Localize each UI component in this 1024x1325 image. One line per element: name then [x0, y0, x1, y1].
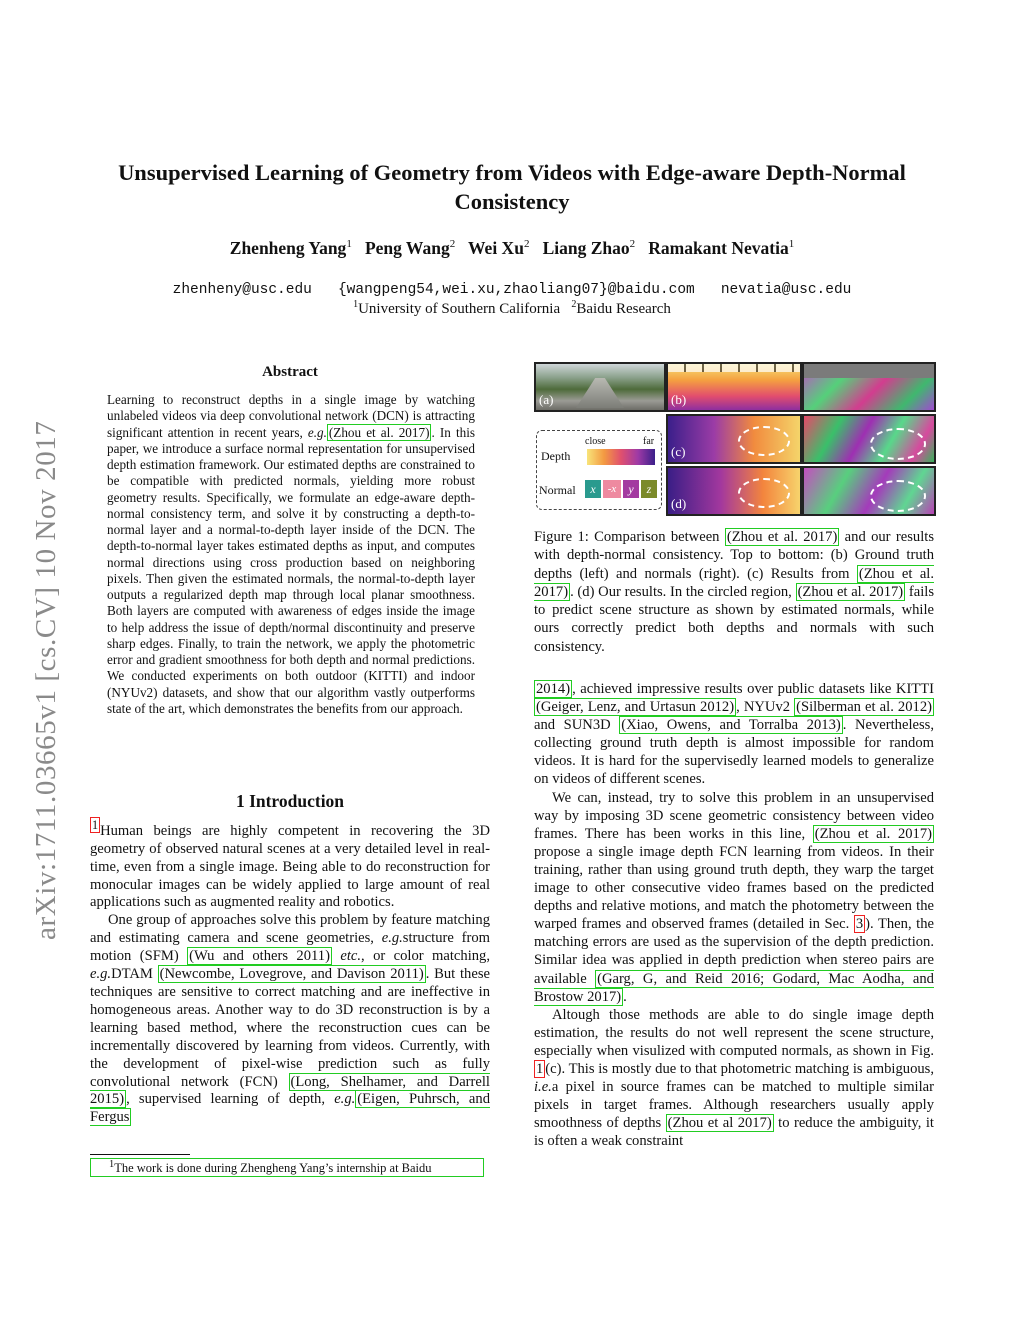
citation-link[interactable]: 2014) — [536, 681, 571, 697]
arxiv-identifier: arXiv:1711.03665v1 [cs.CV] 10 Nov 2017 — [30, 420, 62, 940]
sparse-top-band — [668, 364, 800, 372]
footnote-link[interactable]: 1 — [92, 818, 99, 832]
ie-text: i.e. — [534, 1079, 552, 1096]
paragraph — [534, 680, 934, 789]
abstract-eg: e.g. — [307, 424, 327, 440]
citation-link[interactable]: (Zhou et al. 2017) — [726, 529, 838, 545]
paragraph-text: . — [623, 988, 627, 1005]
baseline-normal-panel — [802, 414, 936, 464]
paragraph-text: to reduce the ambiguity, it is often a weak constraint — [534, 1115, 934, 1150]
paragraph-text: (c). This is mostly due to that photometric matching is ambiguous, — [545, 1060, 934, 1077]
right-column-text — [534, 680, 934, 1150]
paragraph-text: . But these techniques are sensitive to correct matching and are ineffective in homogeneous areas. Another way to do 3D reconstruction is by a learning based method, where the reconstruction cues can be incrementally discovered by learning from videos. Currently, with the development of pixel-wise prediction such as fully convolutional network (FCN) — [90, 966, 490, 1090]
paragraph-text: Human beings are highly competent in recovering the 3D geometry of observed natural scenes at a very detailed level in real-time, even from a single image. Being able to do reconstruction for monocular images can be widely applied to large amount of real applications such as augmented reality and robotics. — [90, 822, 490, 911]
depth-colorbar — [587, 449, 655, 465]
citation-link[interactable]: (Geiger, Lenz, and Urtasun 2012) — [536, 699, 735, 716]
legend-far-label: far — [643, 436, 655, 447]
abstract-text-part: Learning to reconstruct depths in a single image by watching unlabeled videos via deep convolutional network (DCN) is attracting significant attention in recent years, — [107, 392, 475, 440]
citation-link[interactable]: (Zhou et al. 2017) — [534, 565, 934, 600]
introduction-text — [90, 817, 490, 1127]
author-name: Zhenheng Yang — [229, 238, 347, 258]
abstract-heading: Abstract — [262, 364, 318, 380]
paragraph — [534, 789, 934, 1006]
author-affil-mark: 2 — [449, 238, 456, 251]
citation-link[interactable]: (Zhou et al. 2017) — [814, 825, 932, 842]
panel-label-a: (a) — [539, 392, 554, 407]
citation-link[interactable]: (Zhou et al. 2017) — [797, 583, 904, 600]
highlight-circle — [738, 478, 790, 508]
author-name: Liang Zhao — [542, 238, 630, 258]
paragraph-text: , NYUv2 — [736, 699, 795, 716]
affiliation-2: Baidu Research — [576, 301, 671, 317]
highlight-circle — [870, 428, 926, 460]
paragraph-text: , supervised learning of depth, — [126, 1091, 335, 1108]
figure-caption — [534, 528, 934, 656]
author-list — [80, 238, 944, 259]
paragraph-text: . Nevertheless, collecting ground truth depth is almost impossible for random videos. It is hard for the supervisedly learned models to generalize on videos of different scenes. — [534, 717, 934, 788]
paragraph — [90, 817, 490, 912]
normal-chip-neg-x: -x — [603, 480, 621, 498]
paragraph-text: DTAM — [111, 966, 158, 983]
eg-text: e.g. — [381, 930, 403, 947]
panel-label-b: (b) — [671, 392, 687, 407]
figure-ref-link[interactable]: 1 — [536, 1060, 544, 1077]
paragraph-text: and SUN3D — [534, 717, 620, 734]
affil-mark: 1 — [353, 299, 359, 310]
caption-text: fails to predict scene structure as shown by estimated normals, while ours correctly predict both depths and normals with such consistency. — [534, 583, 935, 655]
author-name: Peng Wang — [364, 238, 450, 258]
abstract-text — [107, 392, 475, 717]
affiliations — [80, 299, 944, 318]
citation-link[interactable]: (Eigen, Puhrsch, and Fergus — [90, 1091, 490, 1126]
abstract-text-part: . In this paper, we introduce a surface normal representation for unsupervised depth estimation framework. Our estimated depths are constrained to be compatible with predicted normals, yielding more robust geometry results. Specifically, we formulate an edge-aware depth-normal consistency term, and solve it by constructing a depth-to-normal layer and a normal-to-depth layer inside of the DCN. The depth-to-normal layer takes estimated depths as input, and computes normal directions using cross production based on neighboring pixels. Then given the estimated normals, the normal-to-depth layer outputs a regularized depth map through local planar smoothness. Both layers are computed with awareness of edges inside the image to help address the issue of depth/normal discontinuity and preserve sharp edges. Finally, to train the network, we apply the photometric error and gradient smoothness for both depth and normal predictions. We conducted experiments on both outdoor (KITTI) and indoor (NYUv2) datasets, and show that our algorithm vastly outperforms state of the art, which demonstrates the benefits from our approach. — [107, 424, 475, 716]
author-name: Ramakant Nevatia — [648, 238, 789, 258]
citation-link[interactable]: (Long, Shelhamer, and Darrell 2015) — [90, 1073, 490, 1108]
legend-normal-label: Normal — [539, 483, 576, 497]
author-affil-mark: 1 — [346, 238, 352, 251]
paragraph-text: a pixel in source frames can be matched to multiple similar pixels in target frames. Although researchers usually apply smoothness of depths — [534, 1079, 934, 1132]
section-heading-introduction: 1 Introduction — [235, 791, 345, 811]
footnote-link[interactable] — [90, 1158, 484, 1177]
legend-depth-label: Depth — [541, 449, 571, 463]
footnote — [90, 1158, 490, 1177]
caption-text: and our results with depth-normal consistency. Top to bottom: (b) Ground truth depths (left) and normals (right). (c) Results from — [534, 529, 934, 582]
paragraph — [90, 912, 490, 1127]
paragraph-text: One group of approaches solve this problem by feature matching and estimating camera and scene geometries, — [90, 912, 490, 947]
highlight-circle — [738, 426, 790, 456]
section-ref-link[interactable]: 3 — [855, 916, 864, 933]
eg-text: e.g. — [90, 966, 112, 983]
citation-link[interactable]: (Zhou et al 2017) — [667, 1115, 772, 1132]
paper-title — [80, 158, 944, 216]
our-depth-panel — [666, 466, 802, 516]
author-name: Wei Xu — [468, 238, 524, 258]
paragraph-text: We can, instead, try to solve this problem in an unsupervised way by imposing 3D scene geometric consistency between video frames. There has been works in this line, — [534, 789, 934, 842]
citation-link[interactable]: (Xiao, Owens, and Torralba 2013) — [621, 717, 841, 734]
citation-link[interactable]: (Newcombe, Lovegrove, and Davison 2011) — [159, 966, 424, 983]
legend-close-label: close — [585, 436, 606, 447]
author-emails: zhenheny@usc.edu {wangpeng54,wei.xu,zhaoliang07}@baidu.com nevatia@usc.edu — [172, 282, 852, 298]
etc-text: etc. — [331, 948, 362, 965]
paragraph — [534, 1006, 934, 1151]
citation-link[interactable]: (Silberman et al. 2012) — [796, 699, 932, 716]
author-affil-mark: 2 — [523, 238, 530, 251]
paragraph-text: ). Then, the matching errors are used as the supervision of the depth prediction. Similar idea was applied in depth prediction when stereo pairs are available — [534, 916, 934, 987]
highlight-circle — [870, 480, 926, 512]
normal-chip-z: z — [641, 480, 657, 498]
figure-legend — [536, 430, 662, 510]
affiliation-1: University of Southern California — [358, 301, 561, 317]
paragraph-text: structure from motion (SFM) — [90, 930, 490, 965]
normal-chip-x: x — [585, 480, 601, 498]
our-normal-panel — [802, 466, 936, 516]
affil-mark: 2 — [571, 299, 577, 310]
paragraph-text: , or color matching, — [361, 948, 490, 965]
paragraph-text: propose a single image depth FCN learning from videos. In their training, rather than using ground truth depth, they warp the target image to other consecutive video frames based on the predicted depths and relative motions, and match the photometry between the warped frames and observed frames (detailed in Sec. — [534, 843, 934, 933]
footnote-mark: 1 — [109, 1159, 115, 1170]
caption-text: . (d) Our results. In the circled region, — [570, 583, 796, 600]
sky-band — [804, 364, 934, 378]
citation-link[interactable]: (Wu and others 2011) — [189, 948, 330, 965]
ground-truth-normal-panel — [802, 362, 936, 412]
title-line-2: Consistency — [454, 189, 570, 214]
input-image-panel — [534, 362, 666, 412]
paragraph-text: , achieved impressive results over public datasets like KITTI — [572, 681, 934, 697]
author-affil-mark: 2 — [629, 238, 636, 251]
baseline-depth-panel — [666, 414, 802, 464]
normal-chip-y: y — [623, 480, 639, 498]
figure-1 — [534, 360, 934, 512]
footnote-text: The work is done during Zhengheng Yang’s internship at Baidu — [114, 1161, 432, 1176]
road-shape — [576, 378, 624, 408]
panel-label-d: (d) — [671, 496, 687, 511]
eg-text: e.g. — [334, 1091, 356, 1108]
ground-truth-depth-panel — [666, 362, 802, 412]
citation-link[interactable]: (Zhou et al. 2017) — [328, 424, 430, 440]
caption-text: Figure 1: Comparison between — [534, 529, 725, 545]
footnote-divider — [90, 1154, 190, 1155]
panel-label-c: (c) — [671, 444, 686, 459]
author-affil-mark: 1 — [788, 238, 795, 251]
citation-link[interactable]: (Garg, G, and Reid 2016; Godard, Mac Aodha, and Brostow 2017) — [534, 970, 934, 1005]
title-line-1: Unsupervised Learning of Geometry from Videos with Edge-aware Depth-Normal — [118, 160, 906, 185]
paragraph-text: Altough those methods are able to do single image depth estimation, the results do not well represent the scene structure, especially when visulized with computed normals, as shown in Fig. — [534, 1006, 934, 1059]
